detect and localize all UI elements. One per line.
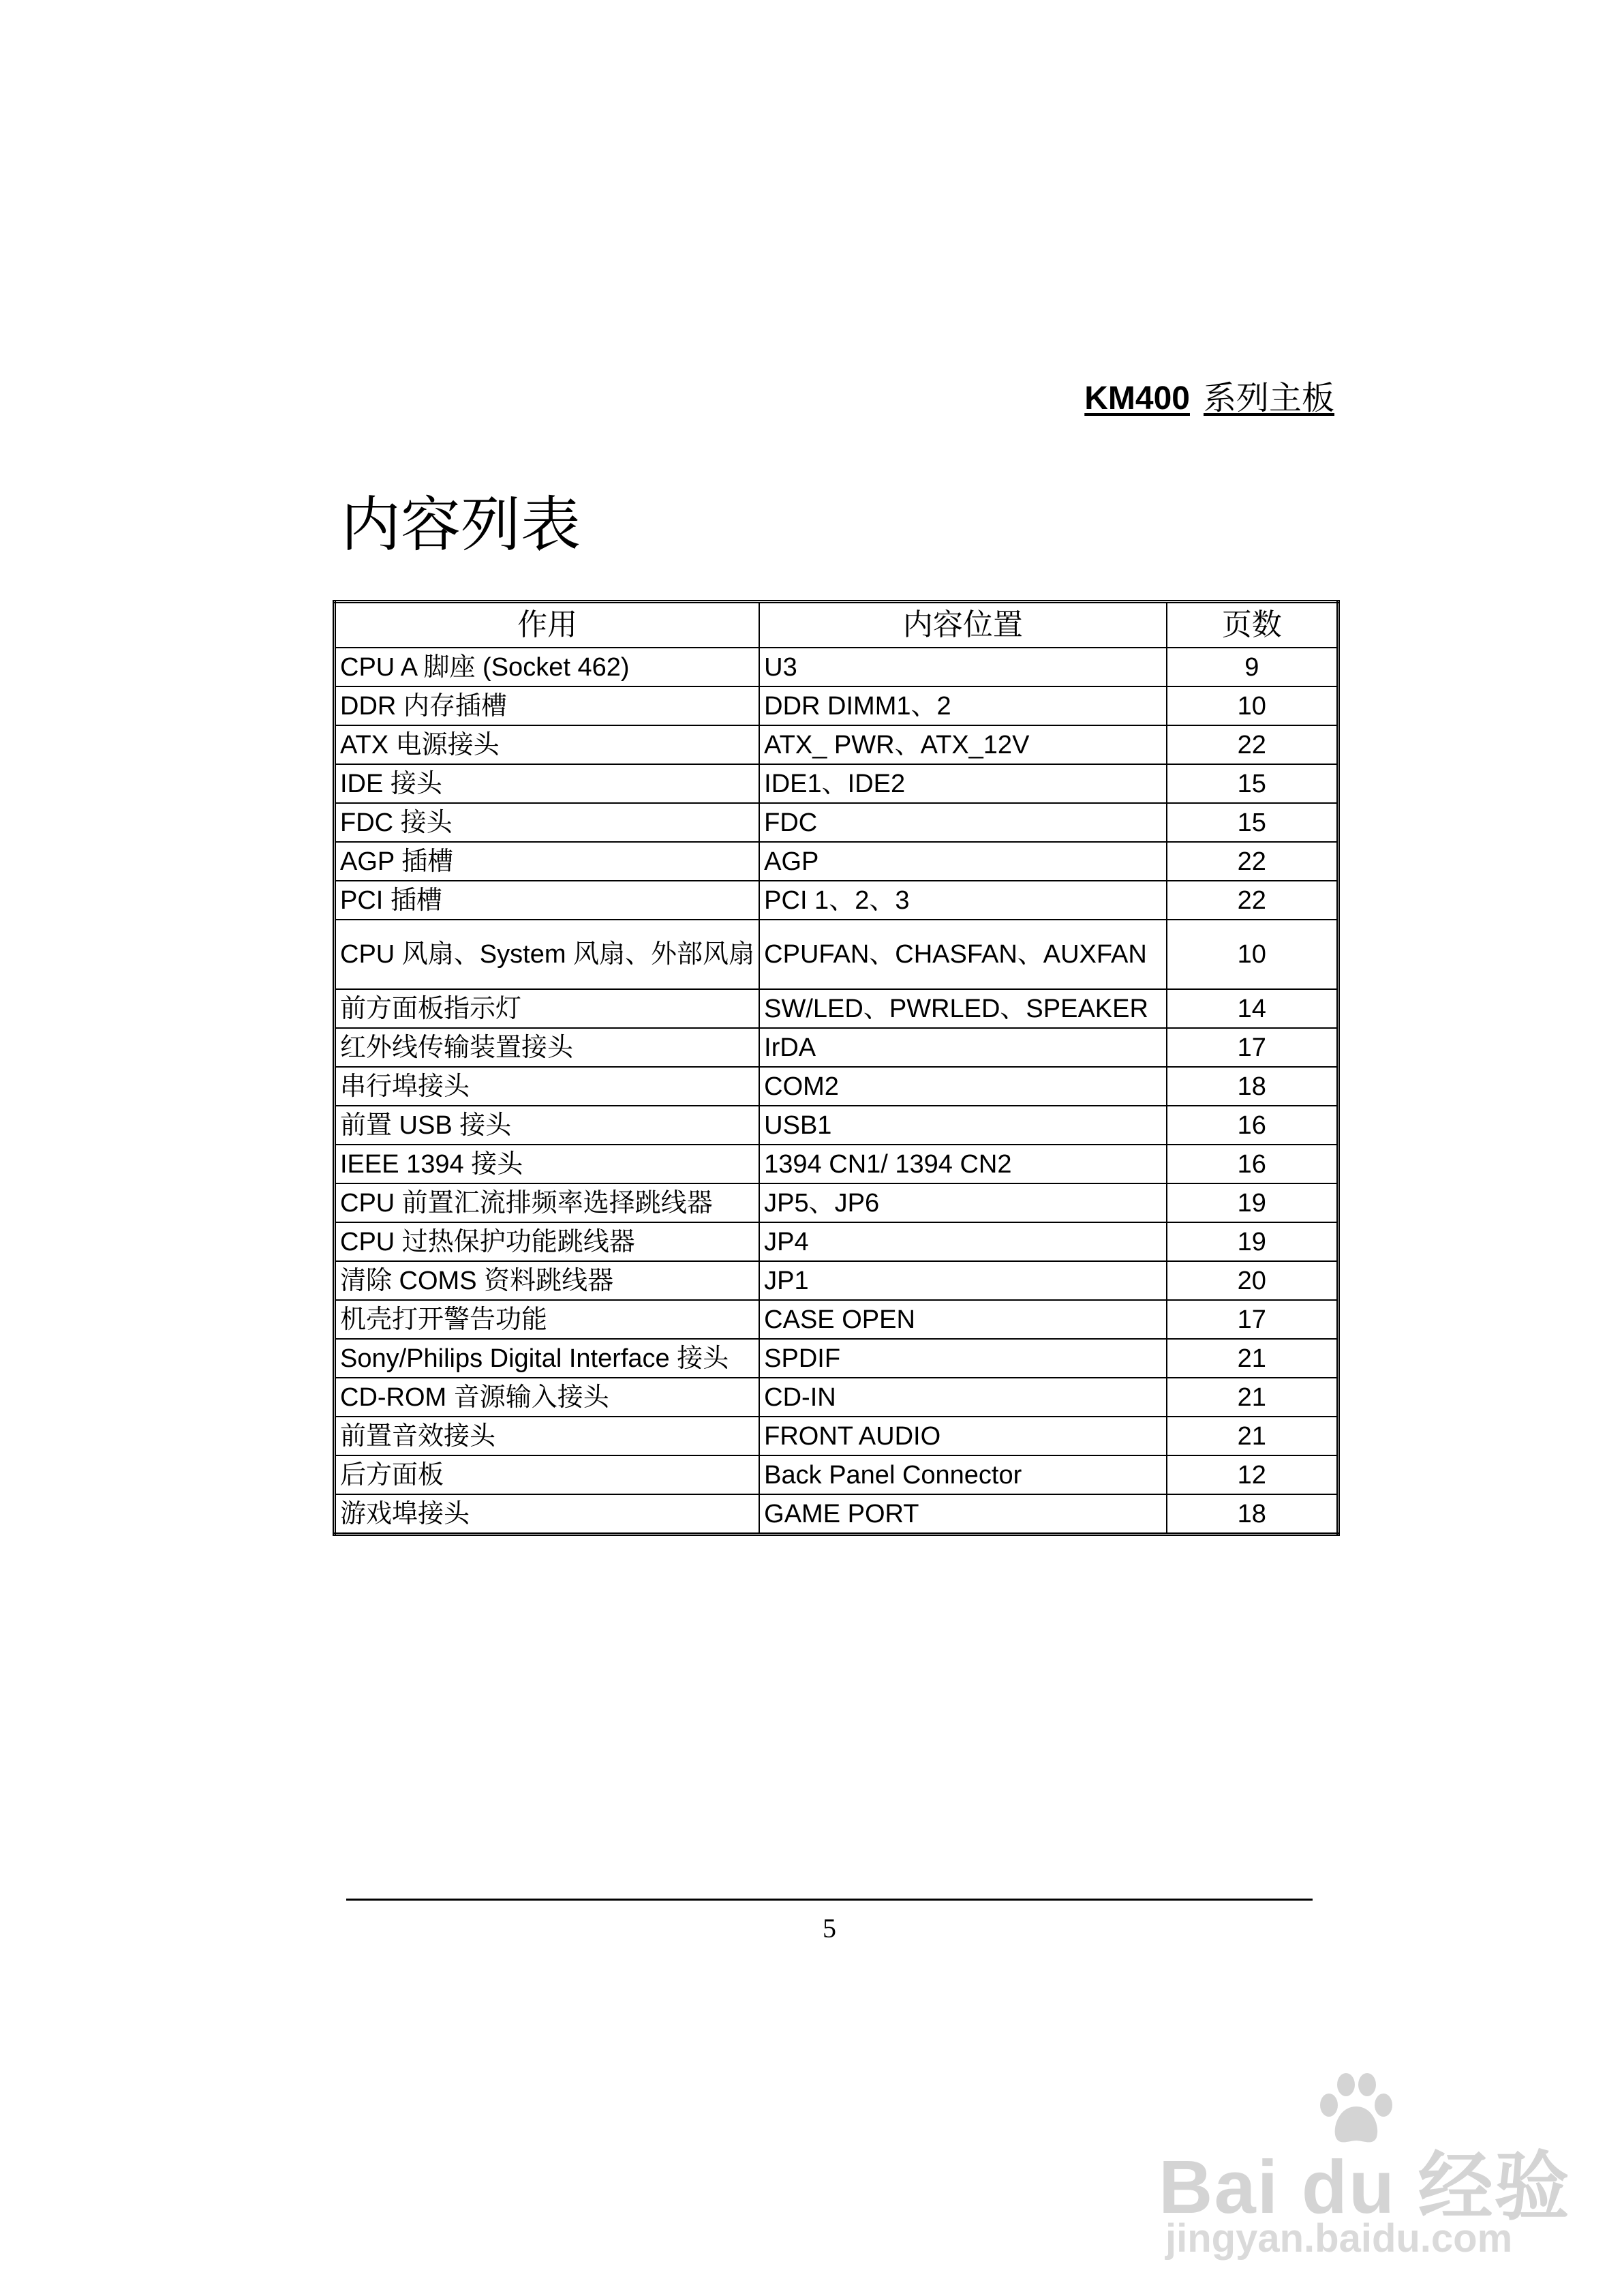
- table-row: [335, 1261, 1338, 1300]
- cell-location: AGP: [759, 842, 1166, 881]
- column-header-page: 页数: [1167, 602, 1338, 648]
- table-row: [335, 1417, 1338, 1455]
- cell-page: 16: [1167, 1106, 1338, 1145]
- page-title: 内容列表: [341, 489, 581, 560]
- cell-purpose: PCI 插槽: [335, 881, 760, 920]
- table-row: [335, 920, 1338, 989]
- watermark-brand: Bai du 经验: [1159, 2145, 1571, 2229]
- column-header-purpose: 作用: [335, 602, 760, 648]
- cell-page: 12: [1167, 1455, 1338, 1494]
- cell-purpose: 清除 COMS 资料跳线器: [335, 1261, 760, 1300]
- cell-location: CD-IN: [759, 1378, 1166, 1417]
- cell-location: SPDIF: [759, 1339, 1166, 1378]
- cell-location: FDC: [759, 803, 1166, 842]
- table-row: [335, 648, 1338, 686]
- cell-page: 15: [1167, 803, 1338, 842]
- cell-purpose: AGP 插槽: [335, 842, 760, 881]
- cell-location: GAME PORT: [759, 1494, 1166, 1535]
- cell-purpose: 机壳打开警告功能: [335, 1300, 760, 1339]
- cell-location: DDR DIMM1、2: [759, 686, 1166, 725]
- cell-page: 16: [1167, 1145, 1338, 1183]
- cell-location: CPUFAN、CHASFAN、AUXFAN: [759, 920, 1166, 989]
- cell-page: 17: [1167, 1300, 1338, 1339]
- cell-page: 21: [1167, 1417, 1338, 1455]
- contents-table: [333, 600, 1340, 1536]
- cell-page: 22: [1167, 842, 1338, 881]
- table-row: [335, 725, 1338, 764]
- table-row: [335, 686, 1338, 725]
- document-header: [1084, 372, 1334, 419]
- table-row: [335, 1067, 1338, 1106]
- table-row: [335, 1300, 1338, 1339]
- table-row: [335, 881, 1338, 920]
- cell-page: 14: [1167, 989, 1338, 1028]
- table-row: [335, 989, 1338, 1028]
- cell-purpose: CPU 过热保护功能跳线器: [335, 1222, 760, 1261]
- cell-location: U3: [759, 648, 1166, 686]
- cell-location: IDE1、IDE2: [759, 764, 1166, 803]
- cell-purpose: 串行埠接头: [335, 1067, 760, 1106]
- page-number: 5: [823, 1913, 836, 1944]
- cell-purpose: CPU A 脚座 (Socket 462): [335, 648, 760, 686]
- table-row: [335, 1339, 1338, 1378]
- cell-page: 10: [1167, 920, 1338, 989]
- cell-page: 18: [1167, 1494, 1338, 1535]
- cell-purpose: 红外线传输装置接头: [335, 1028, 760, 1067]
- cell-location: USB1: [759, 1106, 1166, 1145]
- cell-location: 1394 CN1/ 1394 CN2: [759, 1145, 1166, 1183]
- cell-purpose: CPU 前置汇流排频率选择跳线器: [335, 1183, 760, 1222]
- cell-purpose: DDR 内存插槽: [335, 686, 760, 725]
- cell-page: 20: [1167, 1261, 1338, 1300]
- footer-divider: [346, 1899, 1313, 1901]
- cell-purpose: IDE 接头: [335, 764, 760, 803]
- cell-location: ATX_ PWR、ATX_12V: [759, 725, 1166, 764]
- cell-page: 21: [1167, 1378, 1338, 1417]
- table-row: [335, 764, 1338, 803]
- cell-page: 10: [1167, 686, 1338, 725]
- cell-page: 21: [1167, 1339, 1338, 1378]
- cell-location: SW/LED、PWRLED、SPEAKER: [759, 989, 1166, 1028]
- cell-purpose: ATX 电源接头: [335, 725, 760, 764]
- cell-location: Back Panel Connector: [759, 1455, 1166, 1494]
- cell-page: 19: [1167, 1222, 1338, 1261]
- cell-purpose: 前置 USB 接头: [335, 1106, 760, 1145]
- cell-page: 17: [1167, 1028, 1338, 1067]
- table-row: [335, 1494, 1338, 1535]
- table-row: [335, 1183, 1338, 1222]
- watermark-url: jingyan.baidu.com: [1165, 2216, 1513, 2261]
- table-row: [335, 1106, 1338, 1145]
- column-header-location: 内容位置: [759, 602, 1166, 648]
- table-row: [335, 842, 1338, 881]
- cell-purpose: Sony/Philips Digital Interface 接头: [335, 1339, 760, 1378]
- cell-purpose: 前置音效接头: [335, 1417, 760, 1455]
- cell-page: 22: [1167, 881, 1338, 920]
- cell-location: FRONT AUDIO: [759, 1417, 1166, 1455]
- cell-purpose: CD-ROM 音源输入接头: [335, 1378, 760, 1417]
- cell-location: CASE OPEN: [759, 1300, 1166, 1339]
- cell-location: JP1: [759, 1261, 1166, 1300]
- cell-purpose: FDC 接头: [335, 803, 760, 842]
- cell-page: 9: [1167, 648, 1338, 686]
- cell-purpose: 游戏埠接头: [335, 1494, 760, 1535]
- cell-page: 18: [1167, 1067, 1338, 1106]
- cell-location: IrDA: [759, 1028, 1166, 1067]
- cell-location: JP5、JP6: [759, 1183, 1166, 1222]
- table-row: [335, 1028, 1338, 1067]
- table-row: [335, 1222, 1338, 1261]
- cell-page: 15: [1167, 764, 1338, 803]
- watermark: [1159, 2072, 1571, 2263]
- cell-page: 22: [1167, 725, 1338, 764]
- cell-purpose: CPU 风扇、System 风扇、外部风扇: [335, 920, 760, 989]
- table-header-row: [335, 602, 1338, 648]
- table-row: [335, 803, 1338, 842]
- cell-location: JP4: [759, 1222, 1166, 1261]
- table-row: [335, 1378, 1338, 1417]
- table-row: [335, 1145, 1338, 1183]
- cell-purpose: IEEE 1394 接头: [335, 1145, 760, 1183]
- cell-page: 19: [1167, 1183, 1338, 1222]
- cell-purpose: 前方面板指示灯: [335, 989, 760, 1028]
- cell-purpose: 后方面板: [335, 1455, 760, 1494]
- header-series: 系列主板: [1203, 380, 1334, 417]
- cell-location: PCI 1、2、3: [759, 881, 1166, 920]
- header-model: KM400: [1084, 380, 1190, 417]
- cell-location: COM2: [759, 1067, 1166, 1106]
- table-row: [335, 1455, 1338, 1494]
